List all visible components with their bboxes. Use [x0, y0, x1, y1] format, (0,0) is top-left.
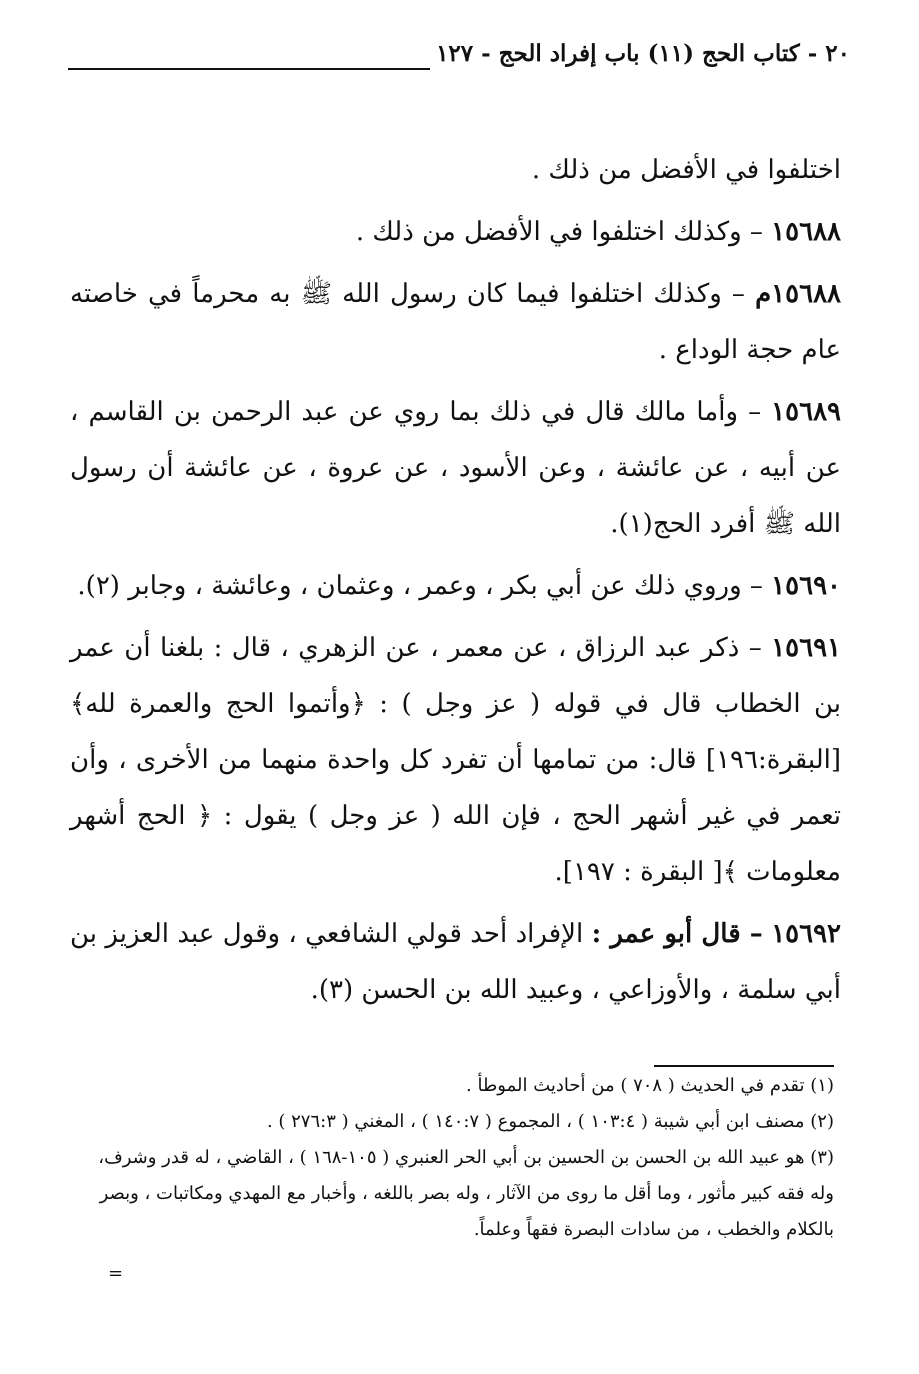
running-title: ٢٠ - كتاب الحج (١١) باب إفراد الحج - ١٢٧	[436, 40, 850, 67]
running-header	[60, 38, 850, 78]
paragraph-number: ١٥٦٩٢	[771, 919, 842, 949]
paragraph-15691	[70, 620, 841, 900]
paragraph-15692	[70, 906, 841, 1018]
paragraph-15688	[70, 204, 841, 260]
footnote-rule	[654, 1065, 834, 1067]
paragraph-text: الإفراد أحد قولي الشافعي ، وقول عبد العزيز بن أبي سلمة ، والأوزاعي ، وعبيد الله بن الحسن (٣).	[70, 919, 841, 1005]
paragraph-15690	[70, 558, 841, 614]
header-rule	[68, 68, 430, 70]
paragraph-number: ١٥٦٨٩	[771, 397, 841, 427]
paragraph-15689	[70, 384, 841, 552]
paragraph-lead: – قال أبو عمر :	[591, 919, 763, 949]
footnote-continue-mark: =	[108, 1263, 124, 1284]
paragraph-text: – وروي ذلك عن أبي بكر ، وعمر ، وعثمان ، وعائشة ، وجابر (٢).	[77, 571, 763, 601]
footnotes	[80, 1068, 834, 1248]
paragraph-continuation: اختلفوا في الأفضل من ذلك .	[531, 155, 841, 185]
footnote-1: (١) تقدم في الحديث ( ٧٠٨ ) من أحاديث الموطأ .	[466, 1075, 834, 1096]
paragraph-text: – وأما مالك قال في ذلك بما روي عن عبد الرحمن بن القاسم ، عن أبيه ، عن عائشة ، وعن الأسود ، عن عروة ، عن عائشة أن رسول الله ﷺ أفرد الحج(١).	[70, 397, 841, 539]
main-text	[70, 142, 841, 1024]
paragraph-number: ١٥٦٩١	[771, 633, 842, 663]
paragraph-text: – وكذلك اختلفوا فيما كان رسول الله ﷺ به محرماً في خاصته عام حجة الوداع .	[70, 279, 841, 365]
paragraph-number: ١٥٦٨٨م	[755, 279, 841, 309]
paragraph-number: ١٥٦٩٠	[771, 571, 841, 601]
footnote-2: (٢) مصنف ابن أبي شيبة ( ١٠٣:٤ ) ، المجموع ( ١٤٠:٧ ) ، المغني ( ٢٧٦:٣ ) .	[266, 1111, 834, 1132]
footnote-3: (٣) هو عبيد الله بن الحسن بن الحسين بن أبي الحر العنبري ( ١٠٥-١٦٨ ) ، القاضي ، له قدر وشرف، وله فقه كبير مأثور ، وما أقل ما روى من الآثار ، وله بصر باللغه ، وأخبار مع المهدي ومكاتبات ، وبصر بالكلام والخطب ، من سادات البصرة فقهاً وعلماً.	[98, 1147, 834, 1240]
paragraph-number: ١٥٦٨٨	[771, 217, 841, 247]
paragraph-15688m	[70, 266, 841, 378]
paragraph-text: – وكذلك اختلفوا في الأفضل من ذلك .	[355, 217, 763, 247]
paragraph-text: – ذكر عبد الرزاق ، عن معمر ، عن الزهري ، قال : بلغنا أن عمر بن الخطاب قال في قوله ( عز وجل ) : ﴿وأتموا الحج والعمرة لله﴾ [البقرة:١٩٦] قال: من تمامها أن تفرد كل واحدة منهما من الأخرى ، وأن تعمر في غير أشهر الحج ، فإن الله ( عز وجل ) يقول : ﴿ الحج أشهر معلومات ﴾[ البقرة : ١٩٧].	[70, 633, 841, 887]
